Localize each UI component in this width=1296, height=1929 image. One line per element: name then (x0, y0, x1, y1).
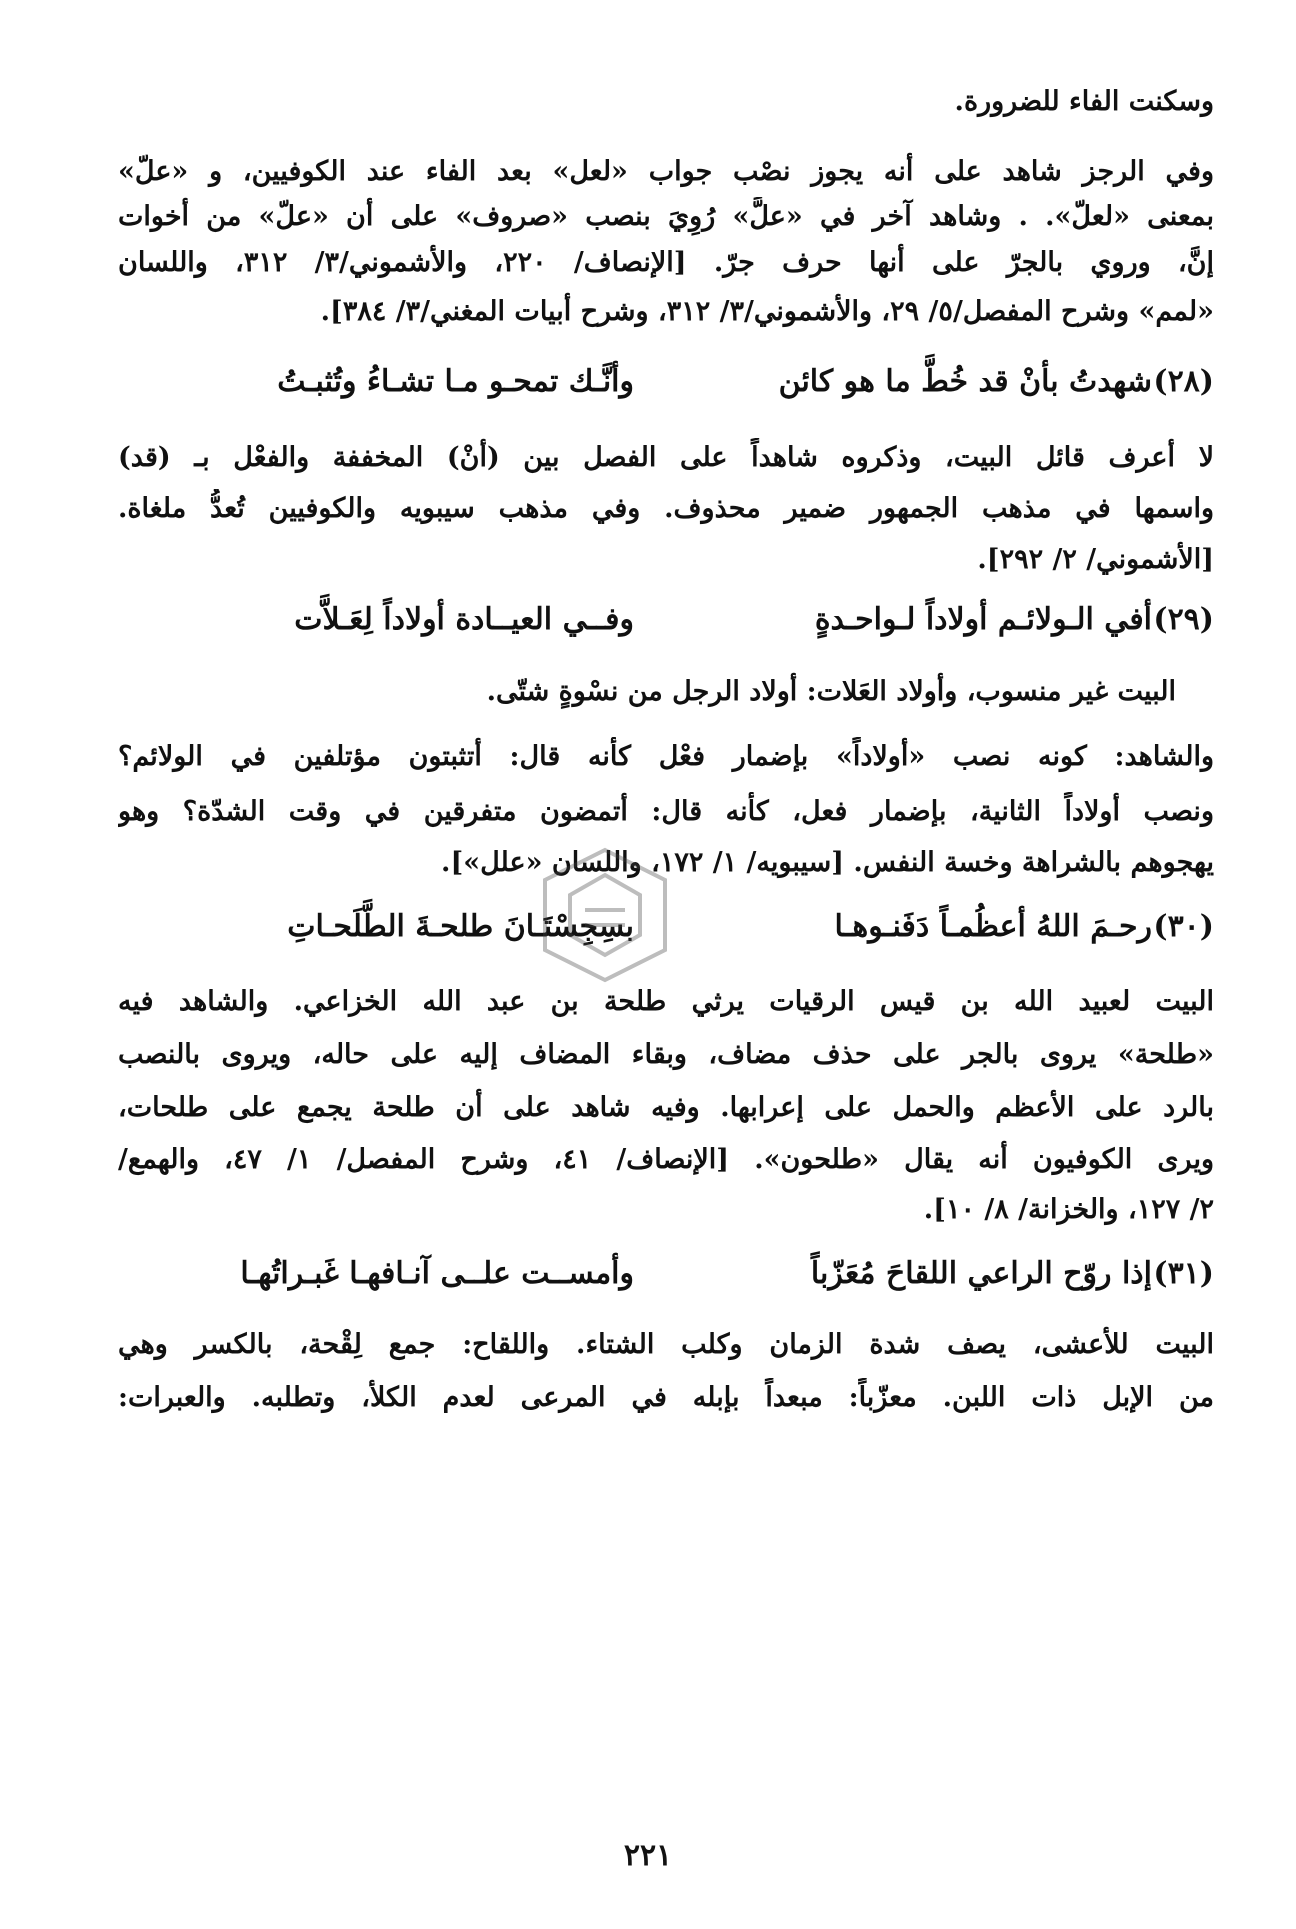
paragraph-line: «لمم» وشرح المفصل/٥/ ٢٩، والأشموني/٣/ ٣١٢، وشرح أبيات المغني/٣/ ٣٨٤]. (320, 296, 1214, 327)
verse-first-hemistich: أفي الـولائـم أولاداً لـواحـدةٍ (814, 602, 1152, 637)
paragraph-line: يهجوهم بالشراهة وخسة النفس. [سيبويه/ ١/ ١٧٢، واللسان «علل»]. (441, 847, 1214, 878)
verse-first-hemistich: شهدتُ بأنْ قد خُطَّ ما هو كائن (778, 364, 1152, 399)
verse-second-hemistich: بسِجِسْتَـانَ طلحـةَ الطَّلَحـاتِ (287, 909, 634, 944)
verse-second-hemistich: وأنَّـك تمحـو مـا تشـاءُ وتُثبـتُ (277, 364, 634, 399)
paragraph-line: [الأشموني/ ٢/ ٢٩٢]. (977, 544, 1214, 575)
intro-line: وسكنت الفاء للضرورة. (954, 86, 1214, 117)
paragraph-line: وفي الرجز شاهد على أنه يجوز نصْب جواب «لعل» بعد الفاء عند الكوفيين، و «علّ» (118, 156, 1214, 187)
paragraph-line: من الإبل ذات اللبن. معزّباً: مبعداً بإبله في المرعى لعدم الكلأ، وتطلبه. والعبرات: (118, 1382, 1214, 1413)
verse-number: (٣١) (1153, 1256, 1214, 1291)
paragraph-line: لا أعرف قائل البيت، وذكروه شاهداً على الفصل بين (أنْ) المخففة والفعْل بـ (قد) (118, 442, 1214, 473)
paragraph-line: ٢/ ١٢٧، والخزانة/ ٨/ ١٠]. (923, 1194, 1214, 1225)
paragraph-line: البيت غير منسوب، وأولاد العَلات: أولاد الرجل من نسْوةٍ شتّى. (486, 676, 1176, 707)
paragraph-line: بمعنى «لعلّ». . وشاهد آخر في «علَّ» رُوِيَ بنصب «صروف» على أن «علّ» من أخوات (118, 201, 1214, 232)
paragraph-line: ويرى الكوفيون أنه يقال «طلحون». [الإنصاف/ ٤١، وشرح المفصل/ ١/ ٤٧، والهمع/ (118, 1144, 1214, 1175)
paragraph-line: والشاهد: كونه نصب «أولاداً» بإضمار فعْل كأنه قال: أتثبتون مؤتلفين في الولائم؟ (118, 741, 1214, 772)
paragraph-line: ونصب أولاداً الثانية، بإضمار فعل، كأنه قال: أتمضون متفرقين في وقت الشدّة؟ وهو (118, 796, 1214, 827)
verse-second-hemistich: وأمســت علــى آنـافهـا غَبـراتُهـا (240, 1256, 634, 1291)
verse-first-hemistich: رحـمَ اللهُ أعظُمـاً دَفَنـوهـا (834, 909, 1152, 944)
verse-number: (٣٠) (1153, 909, 1214, 944)
paragraph-line: بالرد على الأعظم والحمل على إعرابها. وفيه شاهد على أن طلحة يجمع على طلحات، (118, 1092, 1214, 1123)
paragraph-line: إنَّ، وروي بالجرّ على أنها حرف جرّ. [الإنصاف/ ٢٢٠، والأشموني/٣/ ٣١٢، واللسان (118, 247, 1214, 278)
verse-number: (٢٨) (1153, 364, 1214, 399)
verse-first-hemistich: إذا روّح الراعي اللقاحَ مُعَزّباً (810, 1256, 1152, 1291)
paragraph-line: البيت لعبيد الله بن قيس الرقيات يرثي طلحة بن عبد الله الخزاعي. والشاهد فيه (118, 986, 1214, 1017)
verse-number: (٢٩) (1153, 602, 1214, 637)
paragraph-line: واسمها في مذهب الجمهور ضمير محذوف. وفي مذهب سيبويه والكوفيين تُعدُّ ملغاة. (118, 493, 1214, 524)
paragraph-line: «طلحة» يروى بالجر على حذف مضاف، وبقاء المضاف إليه على حاله، ويروى بالنصب (118, 1039, 1214, 1070)
verse-second-hemistich: وفــي العيــادة أولاداً لِعَـلاَّت (294, 602, 634, 637)
page-number: ٢٢١ (623, 1838, 673, 1873)
paragraph-line: البيت للأعشى، يصف شدة الزمان وكلب الشتاء. واللقاح: جمع لِقْحة، بالكسر وهي (118, 1329, 1214, 1360)
library-seal-icon (530, 840, 680, 990)
